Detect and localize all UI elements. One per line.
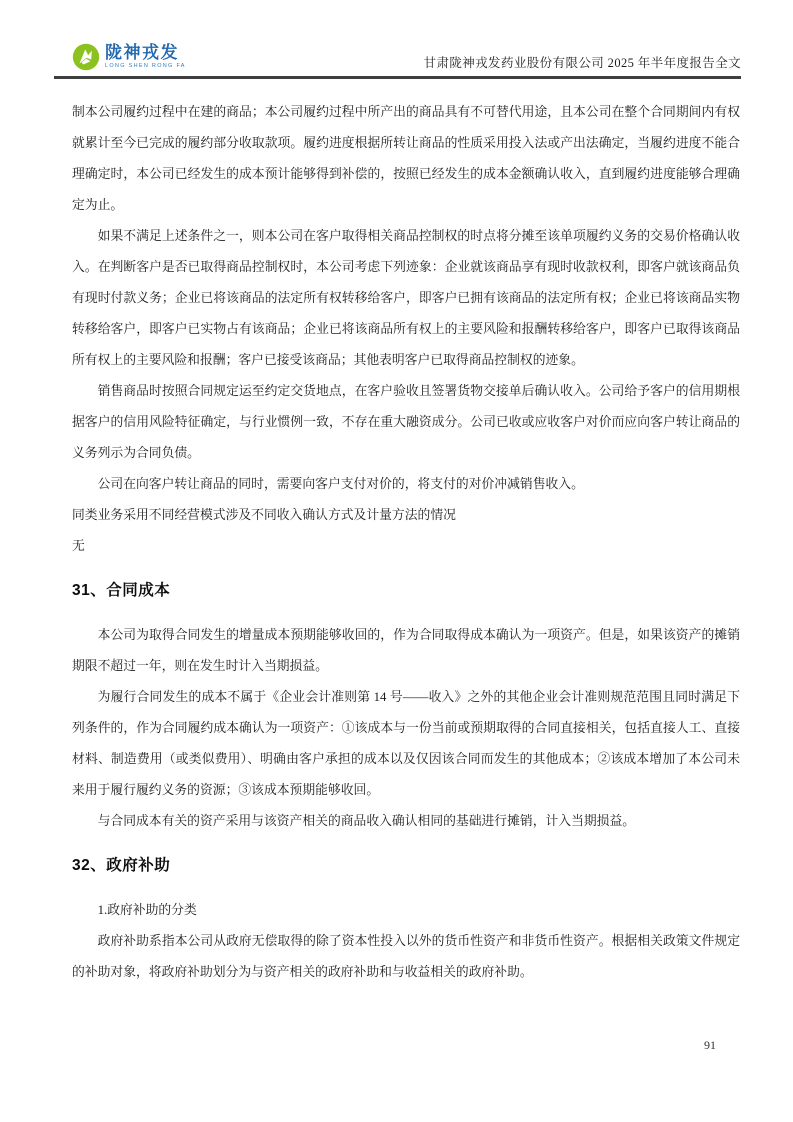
paragraph-performance-obligation: 制本公司履约过程中在建的商品；本公司履约过程中所产出的商品具有不可替代用途，且本公司在整个合同期间内有权就累计至今已完成的履约部分收取款项。履约进度根据所转让商品的性质采用投入法或产出法确定，当履约进度不能合理确定时，本公司已经发生的成本预计能够得到补偿的，按照已经发生的成本金额确认收入，直到履约进度能够合理确定为止。	[72, 105, 740, 212]
longshen-logo-icon	[72, 43, 100, 71]
brand-name-en: LONG SHEN RONG FA	[105, 63, 186, 70]
report-title: 甘肃陇神戎发药业股份有限公司 2025 年半年度报告全文	[423, 56, 741, 70]
paragraph-none: 无	[72, 539, 85, 553]
paragraph-business-modes-note: 同类业务采用不同经营模式涉及不同收入确认方式及计量方法的情况	[72, 508, 456, 522]
paragraph-grant-definition: 政府补助系指本公司从政府无偿取得的除了资本性投入以外的货币性资产和非货币性资产。根据相关政策文件规定的补助对象，将政府补助划分为与资产相关的政府补助和与收益相关的政府补助。	[72, 934, 740, 979]
brand-name-cn: 陇神戎发	[105, 43, 179, 63]
company-logo	[72, 43, 186, 71]
paragraph-consideration-offset: 公司在向客户转让商品的同时，需要向客户支付对价的，将支付的对价冲减销售收入。	[97, 477, 584, 491]
paragraph-incremental-cost: 本公司为取得合同发生的增量成本预期能够收回的，作为合同取得成本确认为一项资产。但是，如果该资产的摊销期限不超过一年，则在发生时计入当期损益。	[72, 628, 740, 673]
paragraph-control-transfer: 如果不满足上述条件之一，则本公司在客户取得相关商品控制权的时点将分摊至该单项履约义务的交易价格确认收入。在判断客户是否已取得商品控制权时，本公司考虑下列迹象：企业就该商品享有现时收款权利，即客户就该商品负有现时付款义务；企业已将该商品的法定所有权转移给客户，即客户已拥有该商品的法定所有权；企业已将该商品实物转移给客户，即客户已实物占有该商品；企业已将该商品所有权上的主要风险和报酬转移给客户，即客户已取得该商品所有权上的主要风险和报酬；客户已接受该商品；其他表明客户已取得商品控制权的迹象。	[72, 229, 740, 367]
paragraph-fulfillment-cost: 为履行合同发生的成本不属于《企业会计准则第 14 号——收入》之外的其他企业会计准则规范范围且同时满足下列条件的，作为合同履约成本确认为一项资产：①该成本与一份当前或预期取得的合同直接相关，包括直接人工、直接材料、制造费用（或类似费用）、明确由客户承担的成本以及仅因该合同而发生的其他成本；②该成本增加了本公司未来用于履行履约义务的资源；③该成本预期能够收回。	[72, 690, 740, 797]
paragraph-goods-delivery: 销售商品时按照合同规定运至约定交货地点，在客户验收且签署货物交接单后确认收入。公司给予客户的信用期根据客户的信用风险特征确定，与行业惯例一致，不存在重大融资成分。公司已收或应收客户对价而应向客户转让商品的义务列示为合同负债。	[72, 384, 740, 460]
paragraph-amortization: 与合同成本有关的资产采用与该资产相关的商品收入确认相同的基础进行摊销，计入当期损益。	[97, 814, 636, 828]
section-heading-government-grants: 32、政府补助	[72, 857, 171, 874]
paragraph-grant-classification-title: 1.政府补助的分类	[97, 903, 197, 917]
brand-text-block	[105, 44, 186, 70]
report-body	[72, 97, 740, 988]
section-heading-contract-cost: 31、合同成本	[72, 582, 171, 599]
page-header	[54, 36, 741, 79]
page-number: 91	[704, 1038, 716, 1052]
